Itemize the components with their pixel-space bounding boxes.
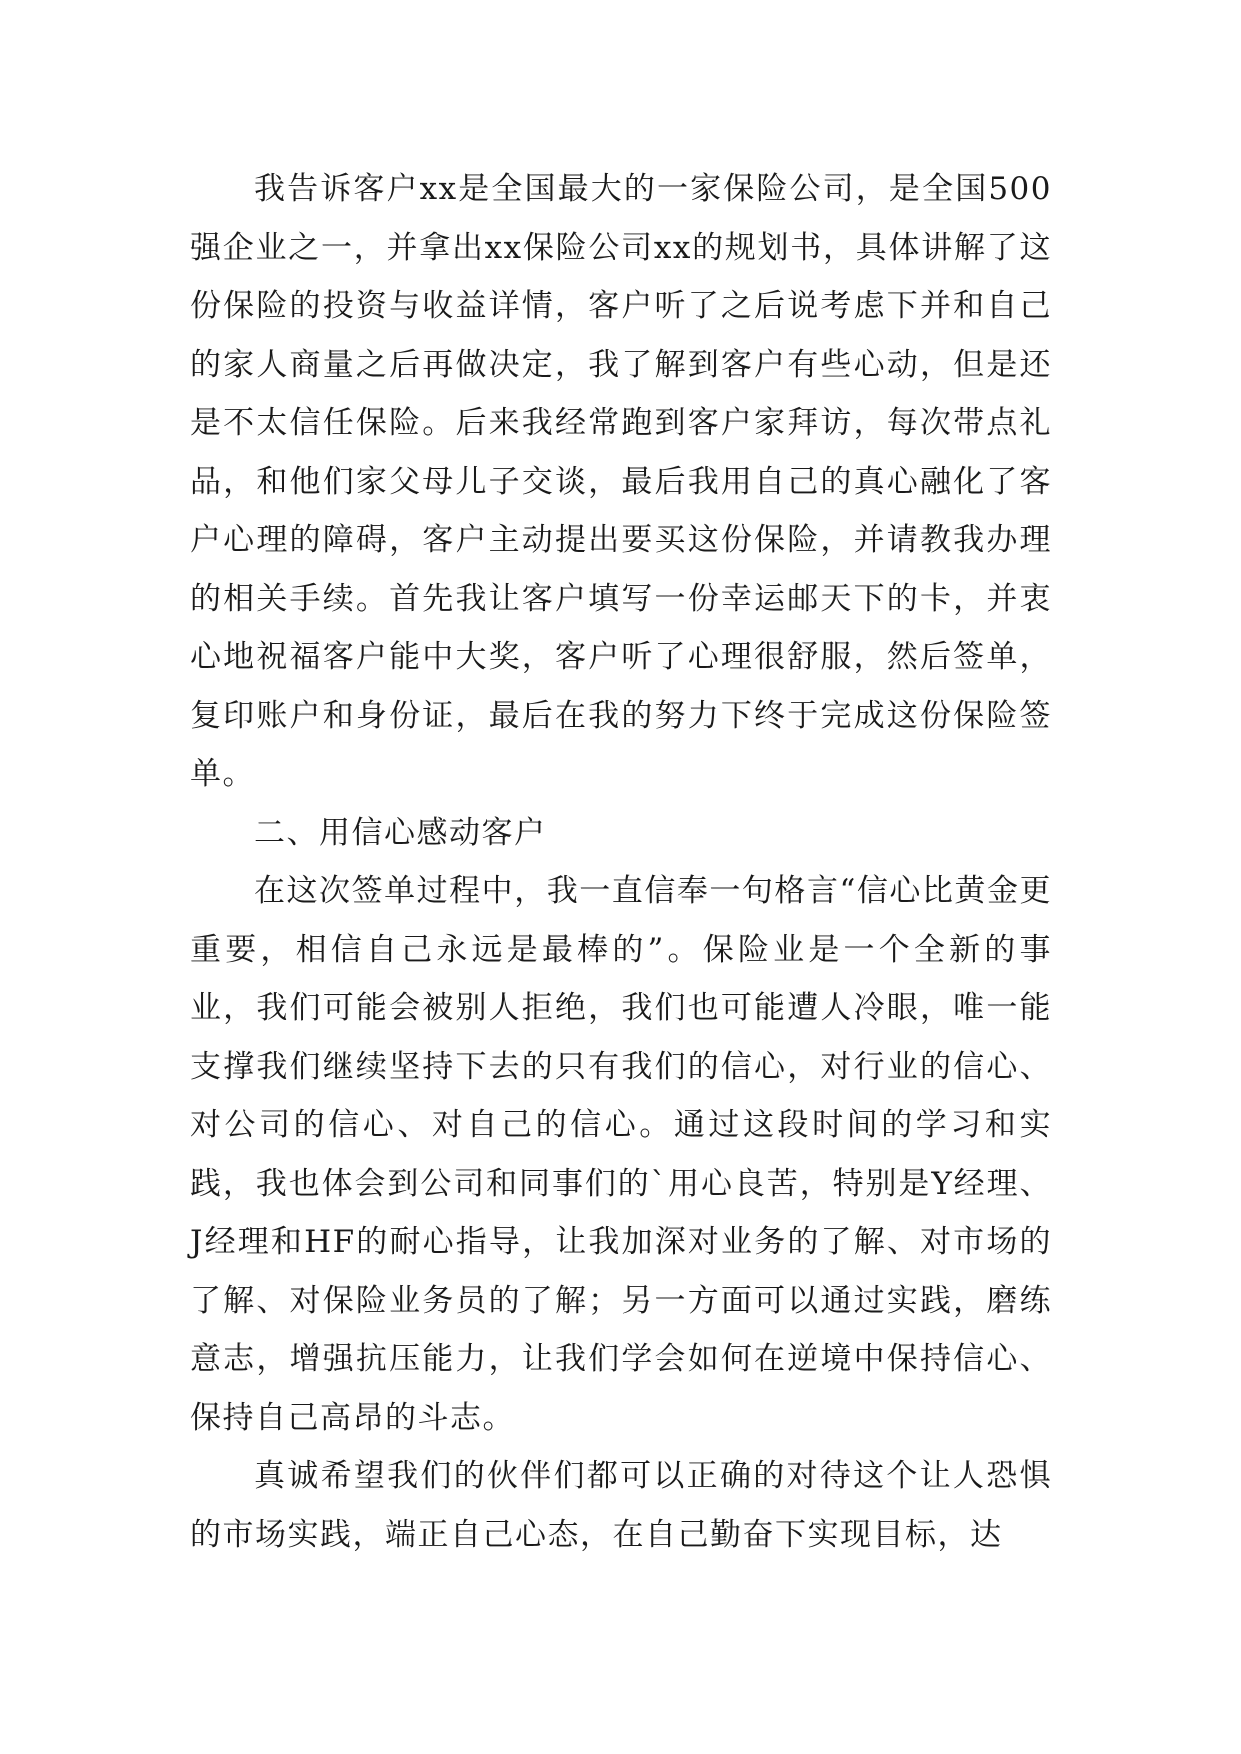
paragraph-confidence: 在这次签单过程中，我一直信奉一句格言“信心比黄金更重要，相信自己永远是最棒的”。保险业是一个全新的事业，我们可能会被别人拒绝，我们也可能遭人冷眼，唯一能支撑我们继续坚持下去的只有我们的信心，对行业的信心、对公司的信心、对自己的信心。通过这段时间的学习和实践，我也体会到公司和同事们的`用心良苦，特别是Y经理、J经理和HF的耐心指导，让我加深对业务的了解、对市场的了解、对保险业务员的了解；另一方面可以通过实践，磨练意志，增强抗压能力，让我们学会如何在逆境中保持信心、保持自己高昂的斗志。 — [190, 873, 1052, 1436]
paragraph-signing-story: 我告诉客户xx是全国最大的一家保险公司，是全国500强企业之一，并拿出xx保险公司xx的规划书，具体讲解了这份保险的投资与收益详情，客户听了之后说考虑下并和自己的家人商量之后再做决定，我了解到客户有些心动，但是还是不太信任保险。后来我经常跑到客户家拜访，每次带点礼品，和他们家父母儿子交谈，最后我用自己的真心融化了客户心理的障碍，客户主动提出要买这份保险，并请教我办理的相关手续。首先我让客户填写一份幸运邮天下的卡，并衷心地祝福客户能中大奖，客户听了心理很舒服，然后签单，复印账户和身份证，最后在我的努力下终于完成这份保险签单。 — [190, 171, 1052, 792]
section-heading-confidence: 二、用信心感动客户 — [254, 814, 547, 851]
paragraph-closing: 真诚希望我们的伙伴们都可以正确的对待这个让人恐惧的市场实践，端正自己心态，在自己勤奋下实现目标，达 — [190, 1458, 1052, 1553]
document-body — [190, 160, 1052, 1564]
